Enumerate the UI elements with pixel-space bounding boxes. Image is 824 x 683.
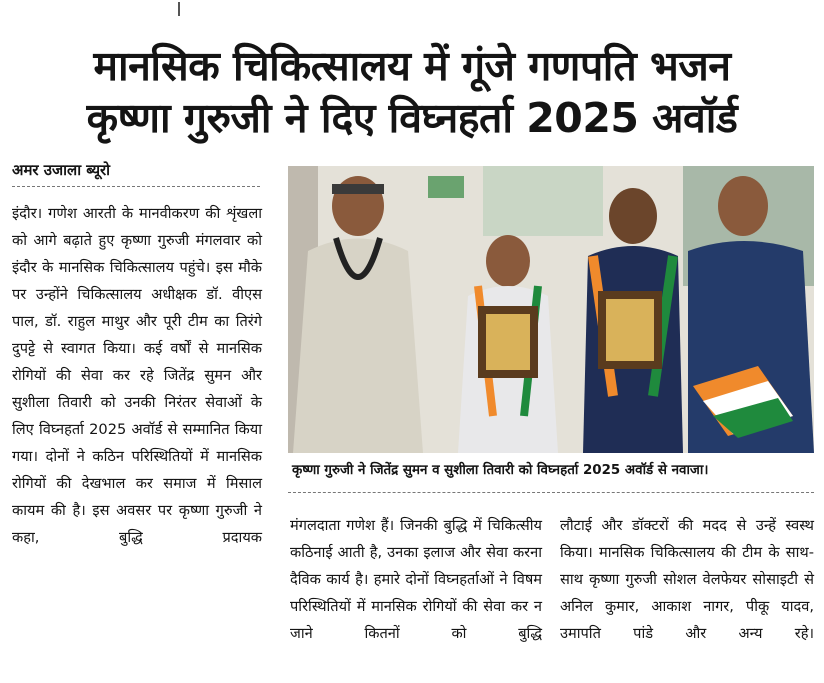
article-column-1: इंदौर। गणेश आरती के मानवीकरण की शृंखला को आगे बढ़ाते हुए कृष्णा गुरुजी मंगलवार को इंदौर के मानसिक चिकित्सालय पहुंचे। इस मौके पर उन्होंने चिकित्सालय अधीक्षक डॉ. वीएस पाल, डॉ. राहुल माथुर और पूरी टीम का तिरंगे दुपट्टे से स्वागत किया। कई वर्षों से मानसिक रोगियों की सेवा कर रहे जितेंद्र सुमन और सुशीला तिवारी को उनकी निरंतर सेवाओं के लिए विघ्नहर्ता 2025 अवॉर्ड से सम्मानित किया गया। दोनों ने कठिन परिस्थितियों में मानसिक रोगियों की देखभाल कर समाज में मिसाल कायम की है। इस अवसर पर कृष्णा गुरुजी ने कहा, बुद्धि प्रदायक [12, 205, 262, 546]
photo-illustration [288, 166, 814, 453]
photo-caption: कृष्णा गुरुजी ने जितेंद्र सुमन व सुशीला तिवारी को विघ्नहर्ता 2025 अवॉर्ड से नवाजा। [292, 463, 709, 478]
caption-divider [288, 492, 814, 493]
article-column-2: मंगलदाता गणेश हैं। जिनकी बुद्धि में चिकित्सीय कठिनाई आती है, उनका इलाज और सेवा करना दैविक कार्य है। हमारे दोनों विघ्नहर्ताओं ने विषम परिस्थितियों में मानसिक रोगियों की सेवा कर न जाने कितनों को बुद्धि [290, 517, 542, 642]
window-shape [483, 166, 603, 236]
column-marker [178, 2, 180, 16]
byline-divider [12, 186, 260, 187]
headline-line-1: मानसिक चिकित्सालय में गूंजे गणपति भजन [93, 42, 731, 90]
article-column-3: लौटाई और डॉक्टरों की मदद से उन्हें स्वस्थ किया। मानसिक चिकित्सालय की टीम के साथ-साथ कृष्णा गुरुजी सोशल वेलफेयर सोसाइटी से अनिल कुमार, आकाश नागर, पीकू यादव, उमापति पांडे और अन्य रहे। [560, 517, 814, 642]
news-photo [288, 166, 814, 453]
headline-line-2: कृष्णा गुरुजी ने दिए विघ्नहर्ता 2025 अवॉर्ड [86, 94, 738, 142]
byline: अमर उजाला ब्यूरो [12, 161, 111, 179]
